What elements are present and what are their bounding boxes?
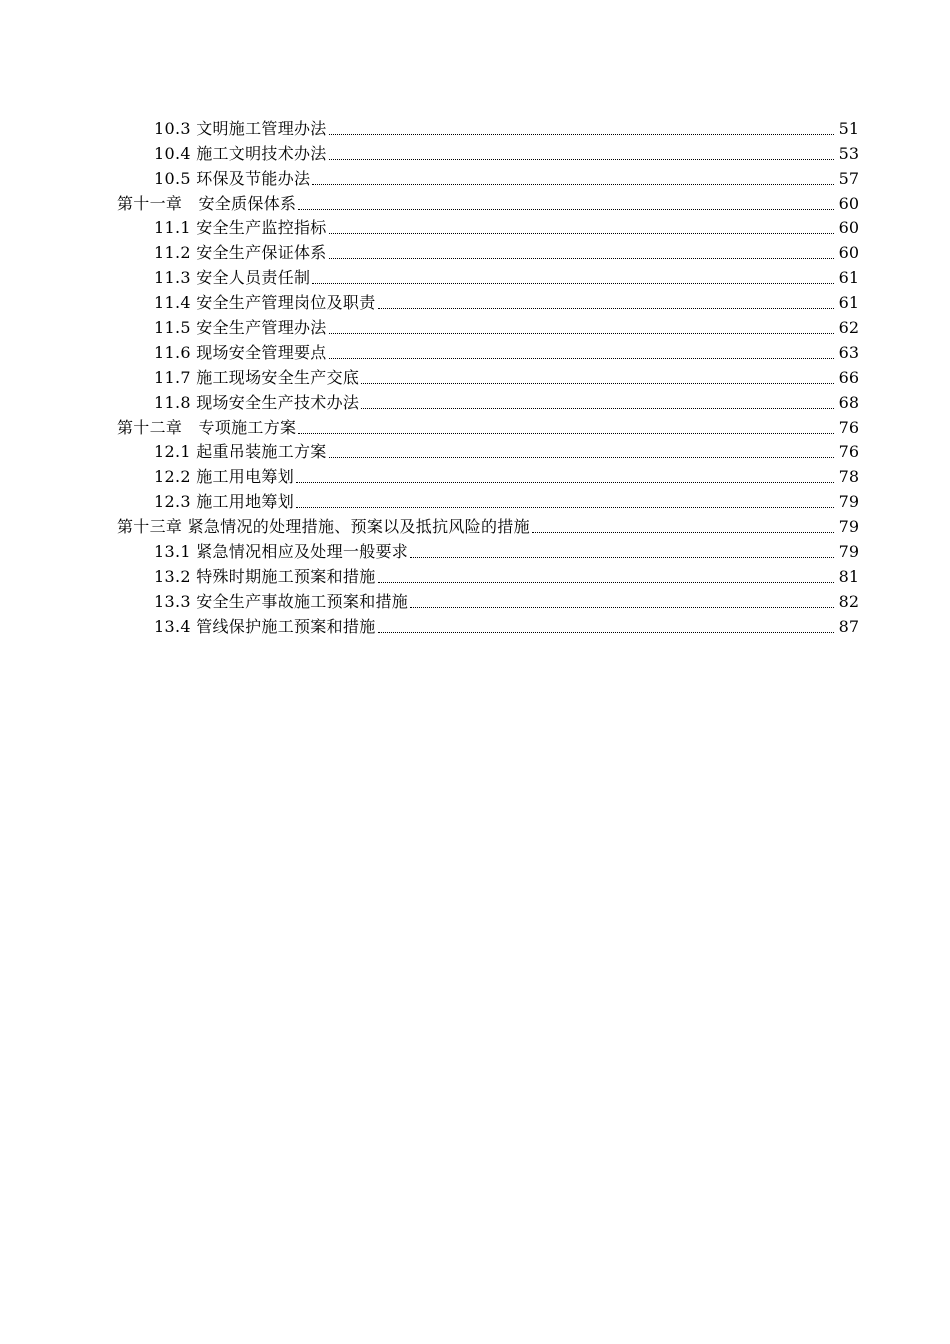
toc-entry-title: 13.4 管线保护施工预案和措施	[154, 616, 376, 636]
toc-entry-title: 11.2 安全生产保证体系	[154, 243, 327, 263]
toc-entry[interactable]	[0, 438, 950, 463]
toc-dot-leader	[410, 557, 834, 558]
toc-dot-leader	[329, 258, 834, 259]
toc-dot-leader	[532, 532, 834, 533]
toc-dot-leader	[312, 283, 834, 284]
toc-dot-leader	[329, 134, 834, 135]
toc-entry-title: 11.6 现场安全管理要点	[154, 342, 327, 362]
toc-dot-leader	[329, 159, 834, 160]
toc-entry-title: 11.8 现场安全生产技术办法	[154, 392, 360, 412]
toc-entry-title: 12.2 施工用电筹划	[154, 467, 295, 487]
toc-entry-title: 13.3 安全生产事故施工预案和措施	[154, 591, 409, 611]
toc-entry-page: 87	[838, 616, 859, 636]
toc-dot-leader	[378, 308, 834, 309]
toc-entry-page: 53	[838, 143, 859, 163]
toc-dot-leader	[298, 209, 834, 210]
toc-entry-page: 63	[838, 342, 859, 362]
toc-entry-title: 第十三章 紧急情况的处理措施、预案以及抵抗风险的措施	[117, 517, 530, 537]
toc-entry-title: 12.1 起重吊装施工方案	[154, 442, 327, 462]
toc-entry-page: 57	[838, 168, 859, 188]
toc-entry-title: 11.4 安全生产管理岗位及职责	[154, 293, 376, 313]
toc-entry[interactable]	[0, 139, 950, 164]
toc-entry[interactable]	[0, 263, 950, 288]
toc-entry-title: 10.5 环保及节能办法	[154, 168, 311, 188]
toc-entry[interactable]	[0, 114, 950, 139]
toc-entry[interactable]	[0, 313, 950, 338]
toc-chapter-entry[interactable]	[0, 413, 950, 438]
toc-entry-title: 13.2 特殊时期施工预案和措施	[154, 566, 376, 586]
toc-entry[interactable]	[0, 338, 950, 363]
toc-dot-leader	[361, 408, 834, 409]
toc-entry[interactable]	[0, 363, 950, 388]
toc-entry-title: 10.4 施工文明技术办法	[154, 143, 327, 163]
toc-entry-page: 61	[838, 293, 859, 313]
toc-entry[interactable]	[0, 537, 950, 562]
toc-dot-leader	[329, 333, 834, 334]
toc-dot-leader	[329, 457, 834, 458]
toc-entry[interactable]	[0, 164, 950, 189]
toc-entry[interactable]	[0, 587, 950, 612]
toc-entry-page: 76	[838, 442, 859, 462]
toc-entry-title: 11.1 安全生产监控指标	[154, 218, 327, 238]
toc-entry[interactable]	[0, 388, 950, 413]
toc-dot-leader	[329, 358, 834, 359]
toc-dot-leader	[410, 607, 834, 608]
toc-entry-page: 79	[838, 517, 859, 537]
toc-entry[interactable]	[0, 562, 950, 587]
toc-entry-page: 60	[838, 243, 859, 263]
toc-dot-leader	[378, 582, 834, 583]
toc-entry-title: 11.7 施工现场安全生产交底	[154, 367, 360, 387]
toc-entry-page: 60	[838, 218, 859, 238]
toc-entry-title: 第十一章 安全质保体系	[117, 193, 297, 213]
toc-chapter-entry[interactable]	[0, 189, 950, 214]
toc-dot-leader	[312, 184, 834, 185]
toc-entry-page: 68	[838, 392, 859, 412]
toc-dot-leader	[298, 433, 834, 434]
toc-entry[interactable]	[0, 612, 950, 637]
toc-entry-title: 11.3 安全人员责任制	[154, 268, 311, 288]
toc-entry-page: 66	[838, 367, 859, 387]
toc-chapter-entry[interactable]	[0, 512, 950, 537]
toc-dot-leader	[296, 482, 834, 483]
toc-entry-page: 61	[838, 268, 859, 288]
toc-entry-title: 12.3 施工用地筹划	[154, 492, 295, 512]
toc-dot-leader	[329, 233, 834, 234]
toc-entry-page: 51	[838, 118, 859, 138]
toc-entry-page: 76	[838, 417, 859, 437]
toc-entry-title: 11.5 安全生产管理办法	[154, 318, 327, 338]
toc-entry-page: 78	[838, 467, 859, 487]
toc-entry[interactable]	[0, 238, 950, 263]
toc-entry-page: 79	[838, 542, 859, 562]
toc-entry-title: 第十二章 专项施工方案	[117, 417, 297, 437]
toc-entry-title: 13.1 紧急情况相应及处理一般要求	[154, 542, 409, 562]
toc-dot-leader	[378, 632, 834, 633]
toc-entry-page: 79	[838, 492, 859, 512]
toc-dot-leader	[361, 383, 834, 384]
toc-entry-page: 82	[838, 591, 859, 611]
toc-entry-page: 62	[838, 318, 859, 338]
toc-entry-title: 10.3 文明施工管理办法	[154, 118, 327, 138]
table-of-contents	[0, 114, 950, 637]
toc-entry-page: 60	[838, 193, 859, 213]
toc-entry[interactable]	[0, 462, 950, 487]
toc-dot-leader	[296, 507, 834, 508]
toc-entry[interactable]	[0, 214, 950, 239]
toc-entry[interactable]	[0, 487, 950, 512]
toc-entry-page: 81	[838, 566, 859, 586]
toc-entry[interactable]	[0, 288, 950, 313]
